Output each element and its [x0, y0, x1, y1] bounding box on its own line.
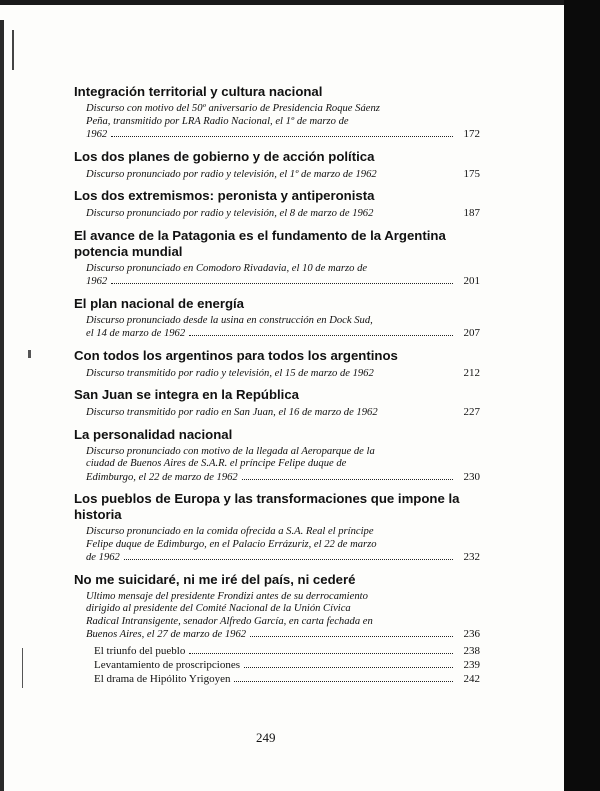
- entry-title: Con todos los argentinos para todos los argentinos: [74, 347, 398, 363]
- entry-description: [86, 314, 480, 341]
- dot-leader: [189, 653, 453, 654]
- sub-entry-label: El drama de Hipólito Yrigoyen: [94, 672, 231, 685]
- description-line: [86, 167, 480, 182]
- scan-top-edge: [0, 0, 600, 5]
- scan-left-edge: [0, 20, 4, 791]
- toc-entry: [74, 148, 480, 182]
- page-ref: 175: [463, 167, 480, 180]
- page-number: 249: [256, 730, 276, 745]
- description-text: 1962: [86, 129, 108, 140]
- page-ref: 230: [463, 470, 480, 483]
- spacer: [74, 341, 460, 348]
- description-line: [86, 207, 480, 221]
- entry-description: [86, 207, 480, 221]
- spacer: [74, 289, 460, 296]
- scan-mark: [12, 30, 14, 70]
- spacer: [74, 181, 460, 188]
- description-text: Peña, transmitido por LRA Radio Nacional, el 1º de marzo de: [86, 115, 349, 127]
- spacer: [74, 221, 460, 228]
- description-line: [86, 366, 480, 381]
- description-text: Discurso pronunciado con motivo de la llegada al Aeroparque de la: [86, 445, 375, 457]
- description-text: Discurso transmitido por radio en San Juan, el 16 de marzo de 1962: [86, 407, 378, 418]
- description-line: [86, 275, 480, 289]
- page-ref: 242: [463, 672, 480, 685]
- entry-title: El avance de la Patagonia es el fundamento de la Argentina potencia mundial: [74, 227, 446, 259]
- spacer: [74, 565, 460, 572]
- toc-entry: [74, 491, 480, 565]
- spacer: [74, 484, 460, 491]
- scan-mark: [22, 648, 23, 688]
- description-line: [86, 327, 480, 341]
- table-of-contents: [74, 84, 480, 686]
- page-ref: 201: [463, 275, 480, 287]
- description-line: [86, 446, 460, 459]
- toc-entry: [74, 295, 480, 341]
- description-line: [86, 116, 460, 129]
- description-line: [86, 470, 480, 485]
- description-line: [86, 628, 480, 642]
- page-ref: 239: [463, 658, 480, 671]
- toc-entry: [74, 84, 480, 142]
- dot-leader: [234, 681, 453, 682]
- dot-leader: [242, 479, 453, 480]
- description-line: [86, 128, 480, 142]
- sub-entry-label: El triunfo del pueblo: [94, 644, 186, 657]
- entry-title: Los dos extremismos: peronista y antiperonista: [74, 188, 375, 203]
- description-text: Discurso pronunciado desde la usina en construcción en Dock Sud,: [86, 314, 373, 326]
- scan-mark: [28, 350, 31, 358]
- spacer: [74, 420, 460, 427]
- description-line: [86, 591, 460, 604]
- description-line: [86, 103, 460, 116]
- description-line: [86, 551, 480, 565]
- entry-description: [86, 526, 480, 565]
- page-ref: 227: [463, 406, 480, 418]
- entry-title: Los dos planes de gobierno y de acción política: [74, 148, 375, 164]
- description-text: Felipe duque de Edimburgo, en el Palacio Errázuriz, el 22 de marzo: [86, 538, 377, 550]
- entry-description: [86, 445, 480, 485]
- description-line: [86, 406, 480, 420]
- toc-entry: [74, 188, 480, 221]
- page-ref: 238: [463, 644, 480, 657]
- description-line: [86, 539, 460, 552]
- description-text: Discurso con motivo del 50º aniversario de Presidencia Roque Sáenz: [86, 103, 380, 114]
- entry-title: El plan nacional de energía: [74, 295, 245, 311]
- dot-leader: [189, 335, 453, 336]
- scan-right-edge: [564, 0, 600, 791]
- description-text: ciudad de Buenos Aires de S.A.R. el príncipe Felipe duque de: [86, 458, 347, 469]
- entry-description: [86, 262, 480, 289]
- description-line: [86, 616, 460, 629]
- toc-entry: [74, 571, 480, 642]
- page-ref: 172: [463, 128, 480, 140]
- description-line: [86, 315, 460, 328]
- dot-leader: [244, 667, 453, 668]
- page-ref: 187: [463, 207, 480, 219]
- entry-title: No me suicidaré, ni me iré del país, ni cederé: [74, 571, 356, 587]
- description-text: Discurso pronunciado en la comida ofrecida a S.A. Real el príncipe: [86, 526, 374, 537]
- entry-description: [86, 406, 480, 420]
- toc-entry: [74, 227, 480, 289]
- entry-description: [86, 590, 480, 642]
- description-text: Edimburgo, el 22 de marzo de 1962: [86, 471, 238, 483]
- dot-leader: [111, 136, 453, 137]
- description-line: [86, 603, 460, 616]
- description-line: [86, 263, 460, 276]
- toc-entry: [74, 426, 480, 485]
- description-text: Ultimo mensaje del presidente Frondizi antes de su derrocamiento: [86, 590, 368, 602]
- entry-description: [86, 366, 480, 381]
- page-ref: 232: [463, 551, 480, 563]
- entry-description: [86, 103, 480, 142]
- spacer: [74, 142, 460, 149]
- dot-leader: [124, 559, 453, 560]
- sub-entry: [94, 644, 480, 658]
- description-text: Buenos Aires, el 27 de marzo de 1962: [86, 629, 247, 640]
- entry-title: San Juan se integra en la República: [74, 387, 299, 402]
- dot-leader: [250, 636, 453, 637]
- description-text: 1962: [86, 276, 108, 287]
- sub-entry: [94, 672, 480, 686]
- description-text: Discurso transmitido por radio y televisión, el 15 de marzo de 1962: [86, 367, 374, 379]
- description-text: de 1962: [86, 552, 120, 563]
- entry-title: Integración territorial y cultura nacional: [74, 84, 323, 99]
- sub-entry: [94, 658, 480, 672]
- entry-title: Los pueblos de Europa y las transformaciones que impone la historia: [74, 491, 460, 522]
- description-text: Radical Intransigente, senador Alfredo García, en carta fechada en: [86, 615, 373, 627]
- toc-entry: [74, 387, 480, 420]
- description-line: [86, 526, 460, 539]
- page-ref: 207: [463, 327, 480, 339]
- sub-entry-label: Levantamiento de proscripciones: [94, 658, 241, 671]
- page-ref: 212: [463, 366, 480, 379]
- description-text: Discurso pronunciado por radio y televisión, el 8 de marzo de 1962: [86, 208, 374, 219]
- description-text: dirigido al presidente del Comité Nacional de la Unión Cívica: [86, 603, 351, 614]
- description-text: el 14 de marzo de 1962: [86, 328, 186, 339]
- toc-entry: [74, 347, 480, 381]
- dot-leader: [111, 283, 453, 284]
- description-line: [86, 458, 460, 471]
- page-ref: 236: [463, 628, 480, 640]
- entry-description: [86, 167, 480, 182]
- spacer: [74, 380, 460, 387]
- description-text: Discurso pronunciado en Comodoro Rivadavia, el 10 de marzo de: [86, 262, 368, 274]
- description-text: Discurso pronunciado por radio y televisión, el 1º de marzo de 1962: [86, 168, 377, 180]
- entry-title: La personalidad nacional: [74, 426, 233, 442]
